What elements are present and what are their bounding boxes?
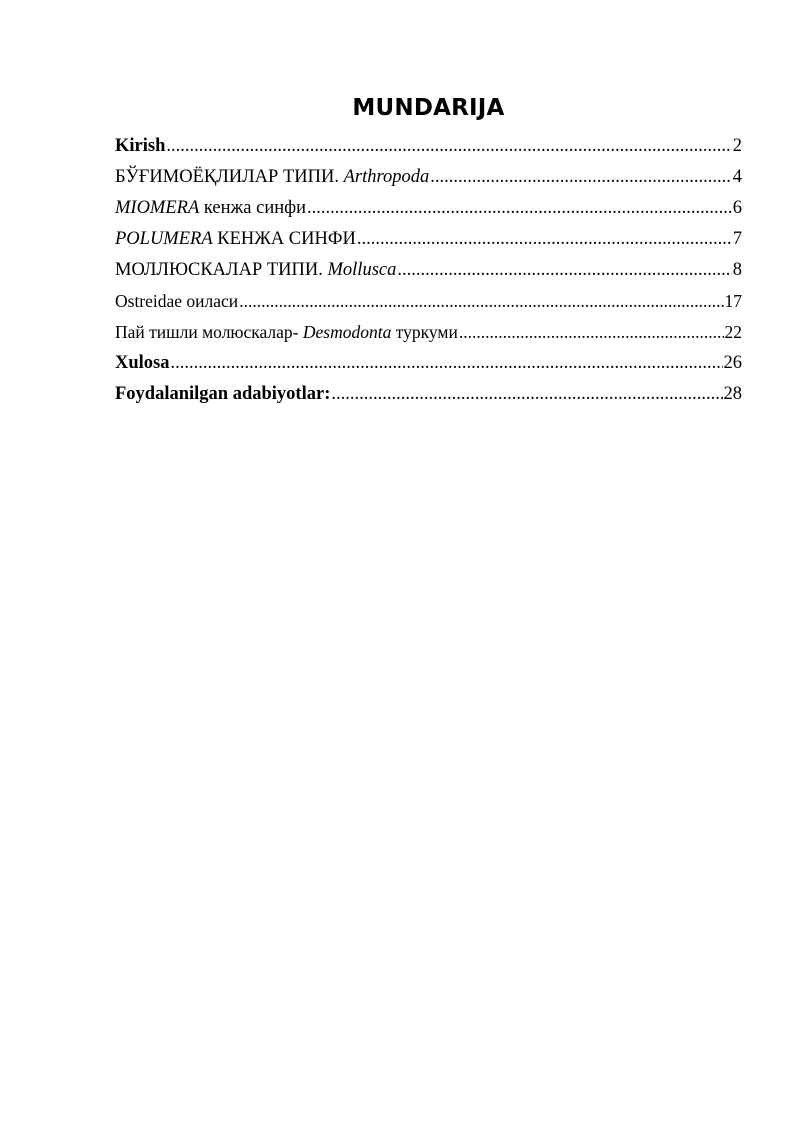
dot-leader bbox=[331, 379, 722, 410]
toc-entry-title-part: Kirish bbox=[115, 136, 166, 156]
toc-entry-title-part: кенжа синфи bbox=[199, 198, 307, 218]
table-of-contents bbox=[115, 131, 742, 410]
toc-page-number: 7 bbox=[732, 229, 742, 249]
toc-entry[interactable] bbox=[115, 379, 742, 410]
toc-page-number: 22 bbox=[724, 322, 742, 342]
toc-entry[interactable] bbox=[115, 255, 742, 286]
toc-entry[interactable] bbox=[115, 286, 742, 317]
toc-entry-title bbox=[115, 255, 396, 286]
toc-entry-title-part: Desmodonta bbox=[302, 322, 392, 342]
toc-page-number: 2 bbox=[732, 136, 742, 156]
page-title: MUNDARIJA bbox=[352, 95, 505, 121]
toc-entry-title bbox=[115, 224, 356, 255]
dot-leader bbox=[166, 131, 731, 162]
toc-page-number: 8 bbox=[732, 260, 742, 280]
toc-entry-title-part: Arthropoda bbox=[343, 167, 430, 187]
toc-entry-title-part: Foydalanilgan adabiyotlar: bbox=[115, 384, 331, 404]
dot-leader bbox=[430, 162, 732, 193]
toc-entry[interactable] bbox=[115, 224, 742, 255]
toc-entry-title bbox=[115, 162, 429, 193]
dot-leader bbox=[171, 348, 723, 379]
toc-entry[interactable] bbox=[115, 348, 742, 379]
toc-entry-title-part: БЎҒИМОЁҚЛИЛАР ТИПИ. bbox=[115, 167, 344, 187]
toc-entry-title-part: MIOMERA bbox=[115, 198, 200, 218]
toc-entry-title-part: Mollusca bbox=[327, 260, 397, 280]
toc-entry[interactable] bbox=[115, 162, 742, 193]
toc-page-number: 4 bbox=[732, 167, 742, 187]
toc-entry-title bbox=[115, 193, 306, 224]
toc-entry-title-part: МОЛЛЮСКАЛАР ТИПИ. bbox=[115, 260, 328, 280]
toc-entry-title bbox=[115, 379, 330, 410]
dot-leader bbox=[397, 255, 731, 286]
toc-entry[interactable] bbox=[115, 193, 742, 224]
toc-entry-title-part: Xulosa bbox=[115, 353, 170, 373]
toc-entry-title bbox=[115, 317, 458, 348]
toc-page-number: 28 bbox=[723, 384, 742, 404]
dot-leader bbox=[357, 224, 732, 255]
dot-leader bbox=[307, 193, 732, 224]
toc-entry-title-part: Ostreidae оиласи bbox=[115, 291, 239, 311]
toc-page-number: 17 bbox=[724, 291, 742, 311]
toc-page-number: 6 bbox=[732, 198, 742, 218]
toc-entry-title bbox=[115, 286, 238, 317]
dot-leader bbox=[459, 317, 724, 348]
toc-entry[interactable] bbox=[115, 131, 742, 162]
toc-entry-title bbox=[115, 131, 165, 162]
toc-entry-title-part: Пай тишли молюскалар- bbox=[115, 322, 303, 342]
toc-entry-title-part: туркуми bbox=[391, 322, 458, 342]
toc-page-number: 26 bbox=[723, 353, 742, 373]
toc-entry-title bbox=[115, 348, 170, 379]
toc-entry-title-part: КЕНЖА СИНФИ bbox=[212, 229, 356, 249]
dot-leader bbox=[239, 286, 723, 317]
toc-entry[interactable] bbox=[115, 317, 742, 348]
toc-entry-title-part: POLUMERA bbox=[115, 229, 213, 249]
